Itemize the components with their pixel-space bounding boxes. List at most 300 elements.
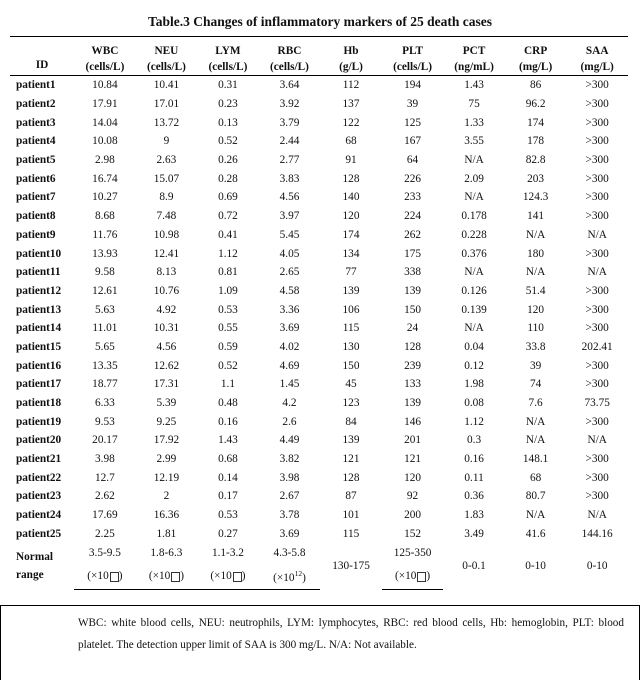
cell-crp: 141 — [527, 210, 545, 223]
cell-plt: 139 — [404, 397, 422, 410]
cell-id: patient23 — [16, 490, 62, 503]
cell-wbc: 11.76 — [92, 228, 118, 241]
cell-id: patient6 — [16, 172, 56, 185]
cell-plt: 64 — [406, 154, 419, 167]
cell-rbc: 4.69 — [279, 359, 300, 372]
cell-wbc: 8.68 — [95, 210, 115, 223]
cell-saa: 144.16 — [581, 527, 613, 540]
cell-pct: 3.55 — [464, 135, 484, 148]
cell-plt: 120 — [404, 471, 422, 484]
cell-pct: 0.36 — [464, 490, 484, 503]
cell-pct: 0.16 — [464, 453, 484, 466]
cell-hb: 91 — [345, 154, 357, 167]
cell-saa: >300 — [585, 247, 609, 260]
cell-hb: 106 — [342, 303, 360, 316]
cell-plt: 338 — [404, 266, 422, 279]
cell-wbc: 2.25 — [95, 527, 115, 540]
cell-wbc: 13.93 — [92, 247, 118, 260]
cell-wbc: 5.65 — [95, 340, 115, 353]
cell-wbc: 10.27 — [92, 191, 118, 204]
cell-wbc: 10.08 — [92, 135, 118, 148]
cell-lym: 0.59 — [218, 340, 238, 353]
cell-neu: 12.62 — [153, 359, 180, 372]
normal-range-row — [10, 543, 628, 563]
cell-rbc: 5.45 — [279, 228, 300, 241]
cell-hb: 139 — [342, 434, 360, 447]
cell-neu: 4.92 — [156, 303, 177, 316]
cell-hb: 87 — [345, 490, 357, 503]
table-row — [10, 263, 628, 282]
cell-saa: >300 — [585, 453, 609, 466]
table-row — [10, 282, 628, 301]
cell-saa: >300 — [585, 415, 609, 428]
cell-crp: 203 — [527, 172, 545, 185]
cell-rbc: 2.77 — [279, 154, 300, 167]
cell-neu: 16.36 — [153, 509, 180, 522]
cell-lym: 1.1 — [220, 378, 236, 391]
cell-neu: 17.01 — [153, 98, 180, 111]
table-row — [10, 394, 628, 413]
cell-rbc: 3.36 — [279, 303, 300, 316]
table-row — [10, 244, 628, 263]
cell-rbc: 4.05 — [279, 247, 300, 260]
cell-neu: 13.72 — [153, 116, 180, 129]
cell-plt: 239 — [404, 359, 422, 372]
cell-wbc: 5.63 — [95, 303, 115, 316]
cell-rbc: 2.67 — [279, 490, 300, 503]
cell-saa: >300 — [585, 471, 609, 484]
cell-pct: 0.3 — [467, 434, 482, 447]
cell-wbc: 10.84 — [92, 79, 118, 92]
cell-crp: 68 — [529, 471, 542, 484]
cell-id: patient14 — [16, 322, 62, 335]
cell-saa: >300 — [585, 79, 609, 92]
normal-rbc: 4.3-5.8 — [273, 547, 306, 560]
cell-id: patient1 — [16, 79, 56, 92]
cell-id: patient22 — [16, 471, 62, 484]
cell-neu: 15.07 — [153, 172, 180, 185]
cell-lym: 0.28 — [218, 172, 238, 185]
cell-wbc: 12.61 — [92, 284, 118, 297]
cell-hb: 77 — [345, 266, 357, 279]
cell-plt: 121 — [404, 453, 422, 466]
cell-pct: 1.98 — [464, 378, 484, 391]
table-row — [10, 300, 628, 319]
cell-rbc: 3.64 — [279, 79, 300, 92]
cell-neu: 17.31 — [153, 378, 180, 391]
cell-rbc: 3.92 — [279, 98, 300, 111]
cell-rbc: 4.2 — [282, 397, 297, 410]
cell-neu: 12.19 — [153, 471, 180, 484]
cell-saa: >300 — [585, 303, 609, 316]
cell-saa: >300 — [585, 490, 609, 503]
cell-crp: 124.3 — [522, 191, 549, 204]
cell-crp: N/A — [525, 415, 546, 428]
cell-rbc: 4.49 — [279, 434, 300, 447]
cell-id: patient16 — [16, 359, 62, 372]
cell-id: patient19 — [16, 415, 62, 428]
cell-crp: 51.4 — [525, 284, 546, 297]
cell-plt: 39 — [406, 98, 419, 111]
header-lym: LYM (cells/L) — [197, 37, 259, 76]
table-row — [10, 226, 628, 245]
cell-wbc: 9.58 — [95, 266, 115, 279]
cell-rbc: 3.69 — [279, 527, 300, 540]
table-row — [10, 506, 628, 525]
cell-saa: >300 — [585, 98, 609, 111]
cell-hb: 134 — [342, 247, 360, 260]
cell-plt: 233 — [404, 191, 422, 204]
normal-neu: 1.8-6.3 — [150, 547, 183, 560]
table-row — [10, 450, 628, 469]
cell-saa: 73.75 — [584, 397, 610, 410]
cell-neu: 2 — [163, 490, 170, 503]
cell-crp: N/A — [525, 434, 546, 447]
cell-saa: >300 — [585, 172, 609, 185]
cell-id: patient15 — [16, 340, 62, 353]
cell-plt: 194 — [404, 79, 422, 92]
cell-rbc: 4.58 — [279, 284, 300, 297]
cell-lym: 0.26 — [218, 154, 238, 167]
cell-crp: 39 — [529, 359, 542, 372]
cell-pct: 0.376 — [461, 247, 487, 260]
footnote-box — [0, 605, 640, 680]
cell-saa: N/A — [587, 434, 607, 447]
cell-lym: 0.53 — [218, 509, 238, 522]
cell-hb: 123 — [342, 397, 360, 410]
header-plt: PLT (cells/L) — [382, 37, 444, 76]
header-saa: SAA (mg/L) — [566, 37, 628, 76]
cell-lym: 0.81 — [218, 266, 238, 279]
cell-lym: 0.53 — [218, 303, 238, 316]
cell-rbc: 2.65 — [279, 266, 300, 279]
cell-plt: 150 — [404, 303, 422, 316]
table-title: Table.3 Changes of inflammatory markers of 25 death cases — [147, 14, 493, 29]
cell-pct: 1.43 — [464, 79, 484, 92]
table-header-row — [10, 37, 628, 76]
cell-neu: 10.31 — [153, 322, 180, 335]
cell-hb: 122 — [342, 116, 360, 129]
cell-crp: 74 — [529, 378, 542, 391]
cell-lym: 0.52 — [218, 135, 238, 148]
normal-crp: 0-10 — [525, 560, 546, 573]
cell-pct: 75 — [468, 98, 480, 111]
cell-id: patient11 — [16, 266, 61, 279]
cell-plt: 24 — [406, 322, 419, 335]
cell-id: patient25 — [16, 527, 62, 540]
cell-pct: N/A — [464, 322, 484, 335]
cell-pct: 1.33 — [464, 116, 484, 129]
cell-id: patient17 — [16, 378, 62, 391]
cell-crp: 80.7 — [525, 490, 546, 503]
cell-lym: 1.43 — [218, 434, 238, 447]
cell-hb: 101 — [342, 509, 360, 522]
cell-rbc: 4.02 — [279, 340, 300, 353]
cell-saa: >300 — [585, 322, 609, 335]
cell-crp: 96.2 — [525, 98, 546, 111]
normal-range-label: Normal range — [16, 551, 54, 582]
cell-lym: 0.31 — [218, 79, 238, 92]
cell-rbc: 4.56 — [279, 191, 300, 204]
cell-pct: N/A — [464, 191, 484, 204]
cell-crp: N/A — [525, 266, 546, 279]
cell-wbc: 3.98 — [95, 453, 115, 466]
cell-crp: 86 — [529, 79, 542, 92]
cell-hb: 45 — [345, 378, 357, 391]
cell-wbc: 11.01 — [92, 322, 118, 335]
cell-lym: 1.09 — [218, 284, 238, 297]
cell-id: patient13 — [16, 303, 62, 316]
cell-id: patient2 — [16, 98, 56, 111]
cell-rbc: 3.83 — [279, 172, 300, 185]
cell-id: patient10 — [16, 247, 62, 260]
cell-wbc: 12.7 — [95, 471, 115, 484]
cell-saa: >300 — [585, 378, 609, 391]
cell-lym: 1.12 — [218, 247, 238, 260]
table-row — [10, 132, 628, 151]
cell-saa: >300 — [585, 284, 609, 297]
header-neu: NEU (cells/L) — [136, 37, 198, 76]
cell-neu: 9 — [163, 135, 170, 148]
cell-saa: 202.41 — [581, 340, 613, 353]
cell-neu: 5.39 — [156, 397, 177, 410]
cell-neu: 2.99 — [156, 453, 177, 466]
cell-neu: 8.9 — [159, 191, 174, 204]
cell-plt: 201 — [404, 434, 422, 447]
cell-neu: 17.92 — [153, 434, 180, 447]
cell-rbc: 3.97 — [279, 210, 300, 223]
cell-wbc: 18.77 — [92, 378, 118, 391]
cell-pct: 1.83 — [464, 509, 484, 522]
normal-lym: 1.1-3.2 — [211, 547, 244, 560]
cell-wbc: 16.74 — [92, 172, 118, 185]
cell-pct: 0.178 — [461, 210, 487, 223]
cell-crp: 33.8 — [525, 340, 546, 353]
cell-wbc: 9.53 — [95, 415, 115, 428]
cell-hb: 140 — [342, 191, 360, 204]
cell-wbc: 20.17 — [92, 434, 118, 447]
cell-pct: N/A — [464, 154, 484, 167]
header-wbc: WBC (cells/L) — [74, 37, 136, 76]
cell-pct: 0.11 — [464, 471, 484, 484]
cell-rbc: 3.69 — [279, 322, 300, 335]
table-row — [10, 95, 628, 114]
table-row — [10, 207, 628, 226]
missing-glyph-icon — [110, 572, 119, 582]
cell-lym: 0.23 — [218, 98, 238, 111]
cell-plt: 139 — [404, 284, 422, 297]
cell-lym: 0.68 — [218, 453, 238, 466]
cell-crp: N/A — [525, 509, 546, 522]
cell-hb: 115 — [342, 322, 360, 335]
cell-wbc: 6.33 — [95, 397, 115, 410]
cell-wbc: 17.69 — [92, 509, 118, 522]
cell-hb: 139 — [342, 284, 360, 297]
cell-hb: 115 — [342, 527, 360, 540]
cell-id: patient8 — [16, 210, 56, 223]
cell-neu: 2.63 — [156, 154, 177, 167]
cell-id: patient12 — [16, 284, 62, 297]
table-row — [10, 169, 628, 188]
cell-id: patient9 — [16, 228, 56, 241]
cell-wbc: 2.98 — [95, 154, 115, 167]
cell-plt: 92 — [406, 490, 419, 503]
cell-plt: 226 — [404, 172, 422, 185]
cell-saa: >300 — [585, 116, 609, 129]
cell-lym: 0.16 — [218, 415, 238, 428]
cell-neu: 9.25 — [156, 415, 177, 428]
cell-rbc: 3.79 — [279, 116, 300, 129]
table-row — [10, 487, 628, 506]
cell-crp: 180 — [527, 247, 545, 260]
normal-pct: 0-0.1 — [462, 560, 486, 573]
unit-plt: (×10 ) — [382, 563, 444, 590]
cell-rbc: 3.78 — [279, 509, 300, 522]
cell-lym: 0.69 — [218, 191, 238, 204]
cell-pct: 2.09 — [464, 172, 484, 185]
cell-pct: N/A — [464, 266, 484, 279]
cell-id: patient24 — [16, 509, 62, 522]
footnote-text: WBC: white blood cells, NEU: neutrophils, LYM: lymphocytes, RBC: red blood cells, Hb: hemoglobin, PLT: blood platelet. The detection upper limit of SAA is 300 mg/L. N/A: Not available. — [78, 617, 624, 651]
cell-wbc: 17.91 — [92, 98, 118, 111]
cell-pct: 0.126 — [461, 284, 487, 297]
table-row — [10, 375, 628, 394]
cell-saa: N/A — [587, 266, 607, 279]
cell-crp: 7.6 — [528, 397, 543, 410]
cell-saa: >300 — [585, 210, 609, 223]
normal-saa: 0-10 — [586, 560, 608, 573]
table-row — [10, 468, 628, 487]
cell-crp: 41.6 — [525, 527, 546, 540]
unit-wbc: (×10 ) — [74, 563, 136, 590]
cell-neu: 10.41 — [153, 79, 180, 92]
cell-lym: 0.14 — [218, 471, 238, 484]
cell-plt: 125 — [404, 116, 422, 129]
header-crp: CRP (mg/L) — [505, 37, 567, 76]
cell-hb: 112 — [342, 79, 360, 92]
cell-hb: 128 — [342, 471, 360, 484]
cell-plt: 200 — [404, 509, 422, 522]
cell-wbc: 2.62 — [95, 490, 115, 503]
unit-neu: (×10 ) — [136, 563, 198, 590]
cell-crp: 178 — [527, 135, 545, 148]
table-body — [10, 76, 628, 590]
cell-pct: 0.12 — [464, 359, 484, 372]
cell-id: patient7 — [16, 191, 56, 204]
table-row — [10, 338, 628, 357]
header-pct: PCT (ng/mL) — [443, 37, 505, 76]
cell-rbc: 3.82 — [279, 453, 300, 466]
cell-plt: 128 — [404, 340, 422, 353]
cell-neu: 1.81 — [156, 527, 177, 540]
table-row — [10, 431, 628, 450]
cell-saa: >300 — [585, 359, 609, 372]
cell-crp: 148.1 — [522, 453, 549, 466]
cell-crp: 110 — [527, 322, 544, 335]
table-row — [10, 113, 628, 132]
cell-crp: N/A — [525, 228, 546, 241]
cell-lym: 0.17 — [218, 490, 238, 503]
cell-hb: 130 — [342, 340, 360, 353]
cell-neu: 10.76 — [153, 284, 180, 297]
cell-pct: 0.08 — [464, 397, 484, 410]
cell-lym: 0.41 — [218, 228, 238, 241]
table-row — [10, 412, 628, 431]
cell-pct: 0.228 — [461, 228, 487, 241]
table-row — [10, 76, 628, 95]
normal-hb: 130-175 — [332, 560, 370, 573]
cell-pct: 1.12 — [464, 415, 484, 428]
cell-saa: >300 — [585, 191, 609, 204]
missing-glyph-icon — [233, 572, 242, 582]
cell-pct: 3.49 — [464, 527, 484, 540]
cell-wbc: 14.04 — [92, 116, 118, 129]
cell-lym: 0.72 — [218, 210, 238, 223]
cell-hb: 137 — [342, 98, 360, 111]
unit-rbc: $(\times 10^{12})$ — [259, 563, 321, 590]
cell-hb: 128 — [342, 172, 360, 185]
normal-wbc: 3.5-9.5 — [88, 547, 121, 560]
missing-glyph-icon — [171, 572, 180, 582]
cell-crp: 174 — [527, 116, 545, 129]
cell-neu: 4.56 — [156, 340, 177, 353]
cell-plt: 152 — [404, 527, 422, 540]
cell-plt: 146 — [404, 415, 422, 428]
cell-id: patient21 — [16, 453, 62, 466]
cell-neu: 12.41 — [153, 247, 180, 260]
cell-plt: 167 — [404, 135, 422, 148]
unit-lym: (×10 ) — [197, 563, 259, 590]
cell-rbc: 2.6 — [282, 415, 297, 428]
header-hb: Hb (g/L) — [320, 37, 382, 76]
cell-neu: 10.98 — [153, 228, 180, 241]
cell-lym: 0.13 — [218, 116, 238, 129]
cell-plt: 175 — [404, 247, 422, 260]
header-id: ID — [10, 37, 74, 76]
cell-plt: 224 — [404, 210, 422, 223]
cell-hb: 174 — [342, 228, 360, 241]
cell-lym: 0.48 — [218, 397, 238, 410]
cell-crp: 120 — [527, 303, 545, 316]
cell-rbc: 2.44 — [279, 135, 300, 148]
header-rbc: RBC (cells/L) — [259, 37, 321, 76]
table-row — [10, 188, 628, 207]
cell-lym: 0.27 — [218, 527, 238, 540]
cell-neu: 7.48 — [156, 210, 177, 223]
cell-rbc: 3.98 — [279, 471, 300, 484]
cell-plt: 133 — [404, 378, 422, 391]
cell-pct: 0.139 — [461, 303, 487, 316]
cell-lym: 0.55 — [218, 322, 238, 335]
cell-wbc: 13.35 — [92, 359, 118, 372]
cell-hb: 150 — [342, 359, 360, 372]
normal-plt: 125-350 — [393, 547, 432, 560]
cell-saa: N/A — [587, 509, 607, 522]
cell-id: patient18 — [16, 397, 62, 410]
cell-id: patient4 — [16, 135, 56, 148]
cell-id: patient3 — [16, 116, 56, 129]
table-row — [10, 319, 628, 338]
table-row — [10, 525, 628, 544]
cell-id: patient20 — [16, 434, 62, 447]
cell-hb: 84 — [345, 415, 357, 428]
inflammatory-markers-table — [10, 36, 628, 590]
cell-hb: 120 — [342, 210, 360, 223]
table-row — [10, 151, 628, 170]
cell-neu: 8.13 — [156, 266, 177, 279]
cell-saa: >300 — [585, 154, 609, 167]
cell-rbc: 1.45 — [279, 378, 300, 391]
